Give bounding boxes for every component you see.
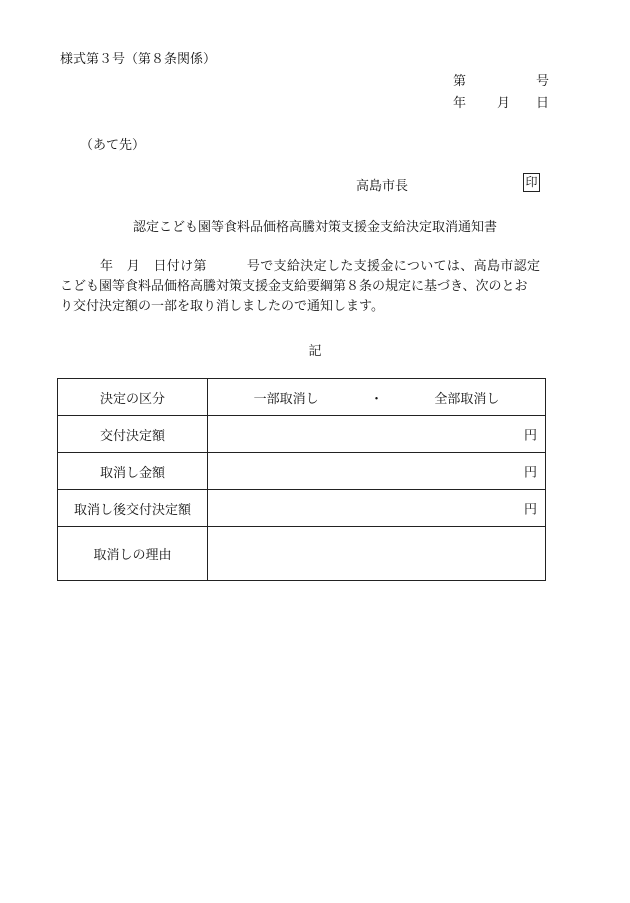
body-line-1: 年 月 日付け第 号で支給決定した支援金については、高島市認定 <box>60 259 541 274</box>
body-paragraph <box>60 257 572 317</box>
cancel-reason-field <box>208 527 546 581</box>
grant-amount-field <box>208 416 546 453</box>
date-month-label: 月 <box>497 96 511 111</box>
label-grant-amount: 交付決定額 <box>58 416 208 453</box>
option-separator: ・ <box>369 391 383 407</box>
table-row-cancel-reason <box>58 527 546 581</box>
document-number-suffix: 号 <box>535 74 549 89</box>
table-row-cancel-amount <box>58 453 546 490</box>
document-title: 認定こども園等食料品価格高騰対策支援金支給決定取消通知書 <box>132 220 497 235</box>
date-year-label: 年 <box>453 96 467 111</box>
yen-unit: 円 <box>523 502 537 518</box>
label-cancel-reason: 取消しの理由 <box>58 527 208 581</box>
issuer-name: 高島市長 <box>356 179 409 194</box>
table-row-grant-amount <box>58 416 546 453</box>
label-decision-type: 決定の区分 <box>58 379 208 416</box>
option-full-cancel: 全部取消し <box>434 391 500 407</box>
date-day-label: 日 <box>535 96 549 111</box>
option-partial-cancel: 一部取消し <box>253 391 319 407</box>
form-label: 様式第３号（第８条関係） <box>60 52 217 67</box>
post-cancel-amount-field <box>208 490 546 527</box>
table-row-decision-type <box>58 379 546 416</box>
record-mark: 記 <box>308 344 322 359</box>
decision-type-options <box>208 379 546 416</box>
document-number-prefix: 第 <box>453 74 467 89</box>
table-row-post-cancel-amount <box>58 490 546 527</box>
body-line-2: こども園等食料品価格高騰対策支援金支給要綱第８条の規定に基づき、次のとお <box>60 279 528 294</box>
cancel-amount-field <box>208 453 546 490</box>
yen-unit: 円 <box>523 428 537 444</box>
seal-stamp-box: 印 <box>523 173 540 192</box>
addressee: （あて先） <box>80 138 146 153</box>
body-line-3: り交付決定額の一部を取り消しましたので通知します。 <box>60 299 384 314</box>
yen-unit: 円 <box>523 465 537 481</box>
document-number <box>453 70 549 88</box>
label-cancel-amount: 取消し金額 <box>58 453 208 490</box>
document-date <box>453 92 549 110</box>
details-table <box>57 378 546 581</box>
label-post-cancel-amount: 取消し後交付決定額 <box>58 490 208 527</box>
